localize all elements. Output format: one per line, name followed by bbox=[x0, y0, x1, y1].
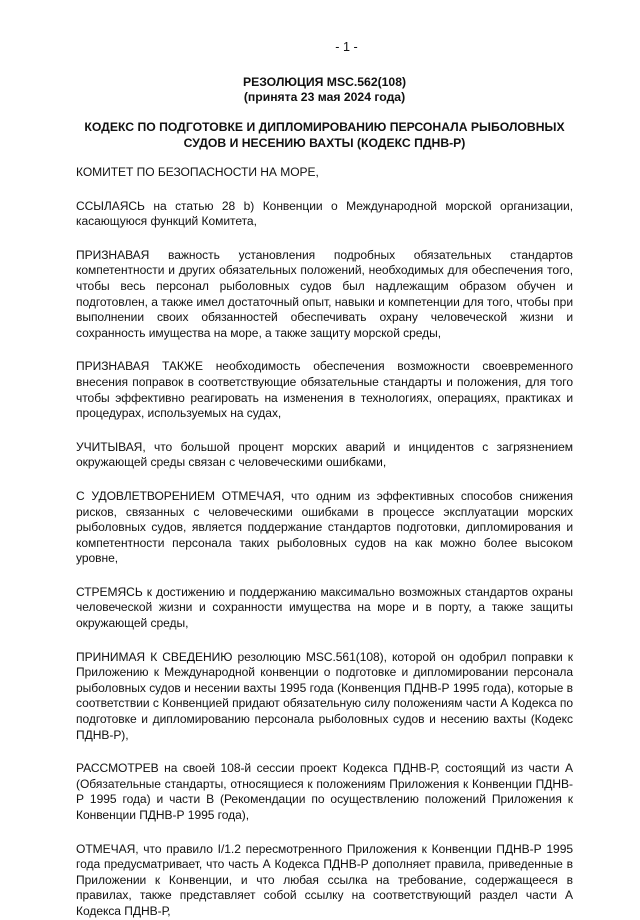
paragraph-text: необходимость обеспечения возможности своевременного внесения поправок в соответствующие обязательные стандарты и положения, для того чтобы эффективно реагировать на изменения в технологиях, операциях, практиках и процедурах, используемых на судах, bbox=[76, 359, 573, 421]
paragraph-text: на своей 108-й сессии проект Кодекса ПДНВ-Р, состоящий из части А (Обязательные стандарты, относящиеся к положениям Приложения к Конвенции ПДНВ-Р 1995 года) и части В (Рекомендации по осуществлению положений Приложения к Конвенции ПДНВ-Р 1995 года), bbox=[76, 761, 573, 822]
paragraph-keyword: УЧИТЫВАЯ bbox=[76, 439, 143, 454]
paragraph-text: резолюцию MSC.561(108), которой он одобрил поправки к Приложению к Международной конвенции о подготовке и дипломировании персонала рыболовных судов и несении вахты 1995 года (Конвенция ПДНВ-Р 1995 года), которые в соответствии с Конвенцией придают обязательную силу положениям части А Кодекса по подготовке и дипломированию персонала рыболовных судов и несению вахты (Кодекс ПДНВ-Р), bbox=[76, 649, 573, 742]
code-title: КОДЕКС ПО ПОДГОТОВКЕ И ДИПЛОМИРОВАНИЮ ПЕРСОНАЛА РЫБОЛОВНЫХ СУДОВ И НЕСЕНИЮ ВАХТЫ (КОДЕКС ПДНВ-Р) bbox=[84, 120, 565, 150]
paragraph-keyword: С УДОВЛЕТВОРЕНИЕМ ОТМЕЧАЯ bbox=[76, 488, 281, 503]
paragraph-striving bbox=[76, 585, 573, 632]
paragraph-having-considered bbox=[76, 761, 573, 823]
paragraph-keyword: СТРЕМЯСЬ bbox=[76, 584, 143, 599]
paragraph-committee bbox=[76, 165, 573, 181]
paragraph-keyword: КОМИТЕТ ПО БЕЗОПАСНОСТИ НА МОРЕ, bbox=[76, 165, 319, 179]
paragraph-text: на статью 28 b) Конвенции о Международной морской организации, касающуюся функций Комитета, bbox=[76, 198, 573, 229]
paragraph-keyword: РАССМОТРЕВ bbox=[76, 761, 159, 776]
paragraph-text: , что правило I/1.2 пересмотренного Приложения к Конвенции ПДНВ-Р 1995 года предусматривает, что часть А Кодекса ПДНВ-Р дополняет правила, приведенные в Приложении к Конвенции, и что любая ссылка на требование, содержащееся в правилах, также представляет собой ссылку на соответствующий раздел части А Кодекса ПДНВ-Р, bbox=[76, 841, 573, 918]
paragraph-recalling bbox=[76, 199, 573, 230]
paragraph-recognizing-also bbox=[76, 359, 573, 421]
page-number: - 1 - bbox=[335, 40, 358, 54]
paragraph-considering bbox=[76, 440, 573, 471]
paragraph-noting-with-satisfaction bbox=[76, 489, 573, 567]
paragraph-keyword: ПРИЗНАВАЯ ТАКЖЕ bbox=[76, 359, 203, 374]
resolution-adoption-date: (принята 23 мая 2024 года) bbox=[243, 90, 406, 104]
paragraph-keyword: ПРИЗНАВАЯ bbox=[76, 247, 150, 262]
paragraph-recognizing bbox=[76, 248, 573, 342]
paragraph-keyword: ССЫЛАЯСЬ bbox=[76, 198, 145, 213]
paragraph-text: важность установления подробных обязательных стандартов компетентности и других обязательных положений, необходимых для обеспечения того, чтобы весь персонал рыболовных судов был надлежащим образом обучен и подготовлен, а также имел достаточный опыт, навыки и компетенции для того, чтобы при выполнении своих обязанностей обеспечивать охрану человеческой жизни и сохранность имущества на море, а также защиту морской среды, bbox=[76, 247, 573, 340]
paragraph-keyword: ПРИНИМАЯ К СВЕДЕНИЮ bbox=[76, 649, 233, 664]
paragraph-text: к достижению и поддержанию максимально возможных стандартов охраны человеческой жизни и сохранности имущества на море и в порту, а также защиты окружающей среды, bbox=[76, 584, 573, 631]
paragraph-keyword: ОТМЕЧАЯ bbox=[76, 841, 136, 856]
paragraph-taking-note bbox=[76, 650, 573, 744]
paragraph-text: , что большой процент морских аварий и инцидентов с загрязнением окружающей среды связан с человеческими ошибками, bbox=[76, 439, 573, 470]
resolution-title: РЕЗОЛЮЦИЯ MSC.562(108) bbox=[242, 75, 407, 89]
paragraph-text: , что одним из эффективных способов снижения рисков, связанных с человеческими ошибками в процессе эксплуатации морских рыболовных судов, является поддержание стандартов подготовки, дипломирования и компетентности персонала таких рыболовных судов на как можно более высоком уровне, bbox=[76, 488, 574, 566]
paragraph-noting bbox=[76, 842, 573, 920]
